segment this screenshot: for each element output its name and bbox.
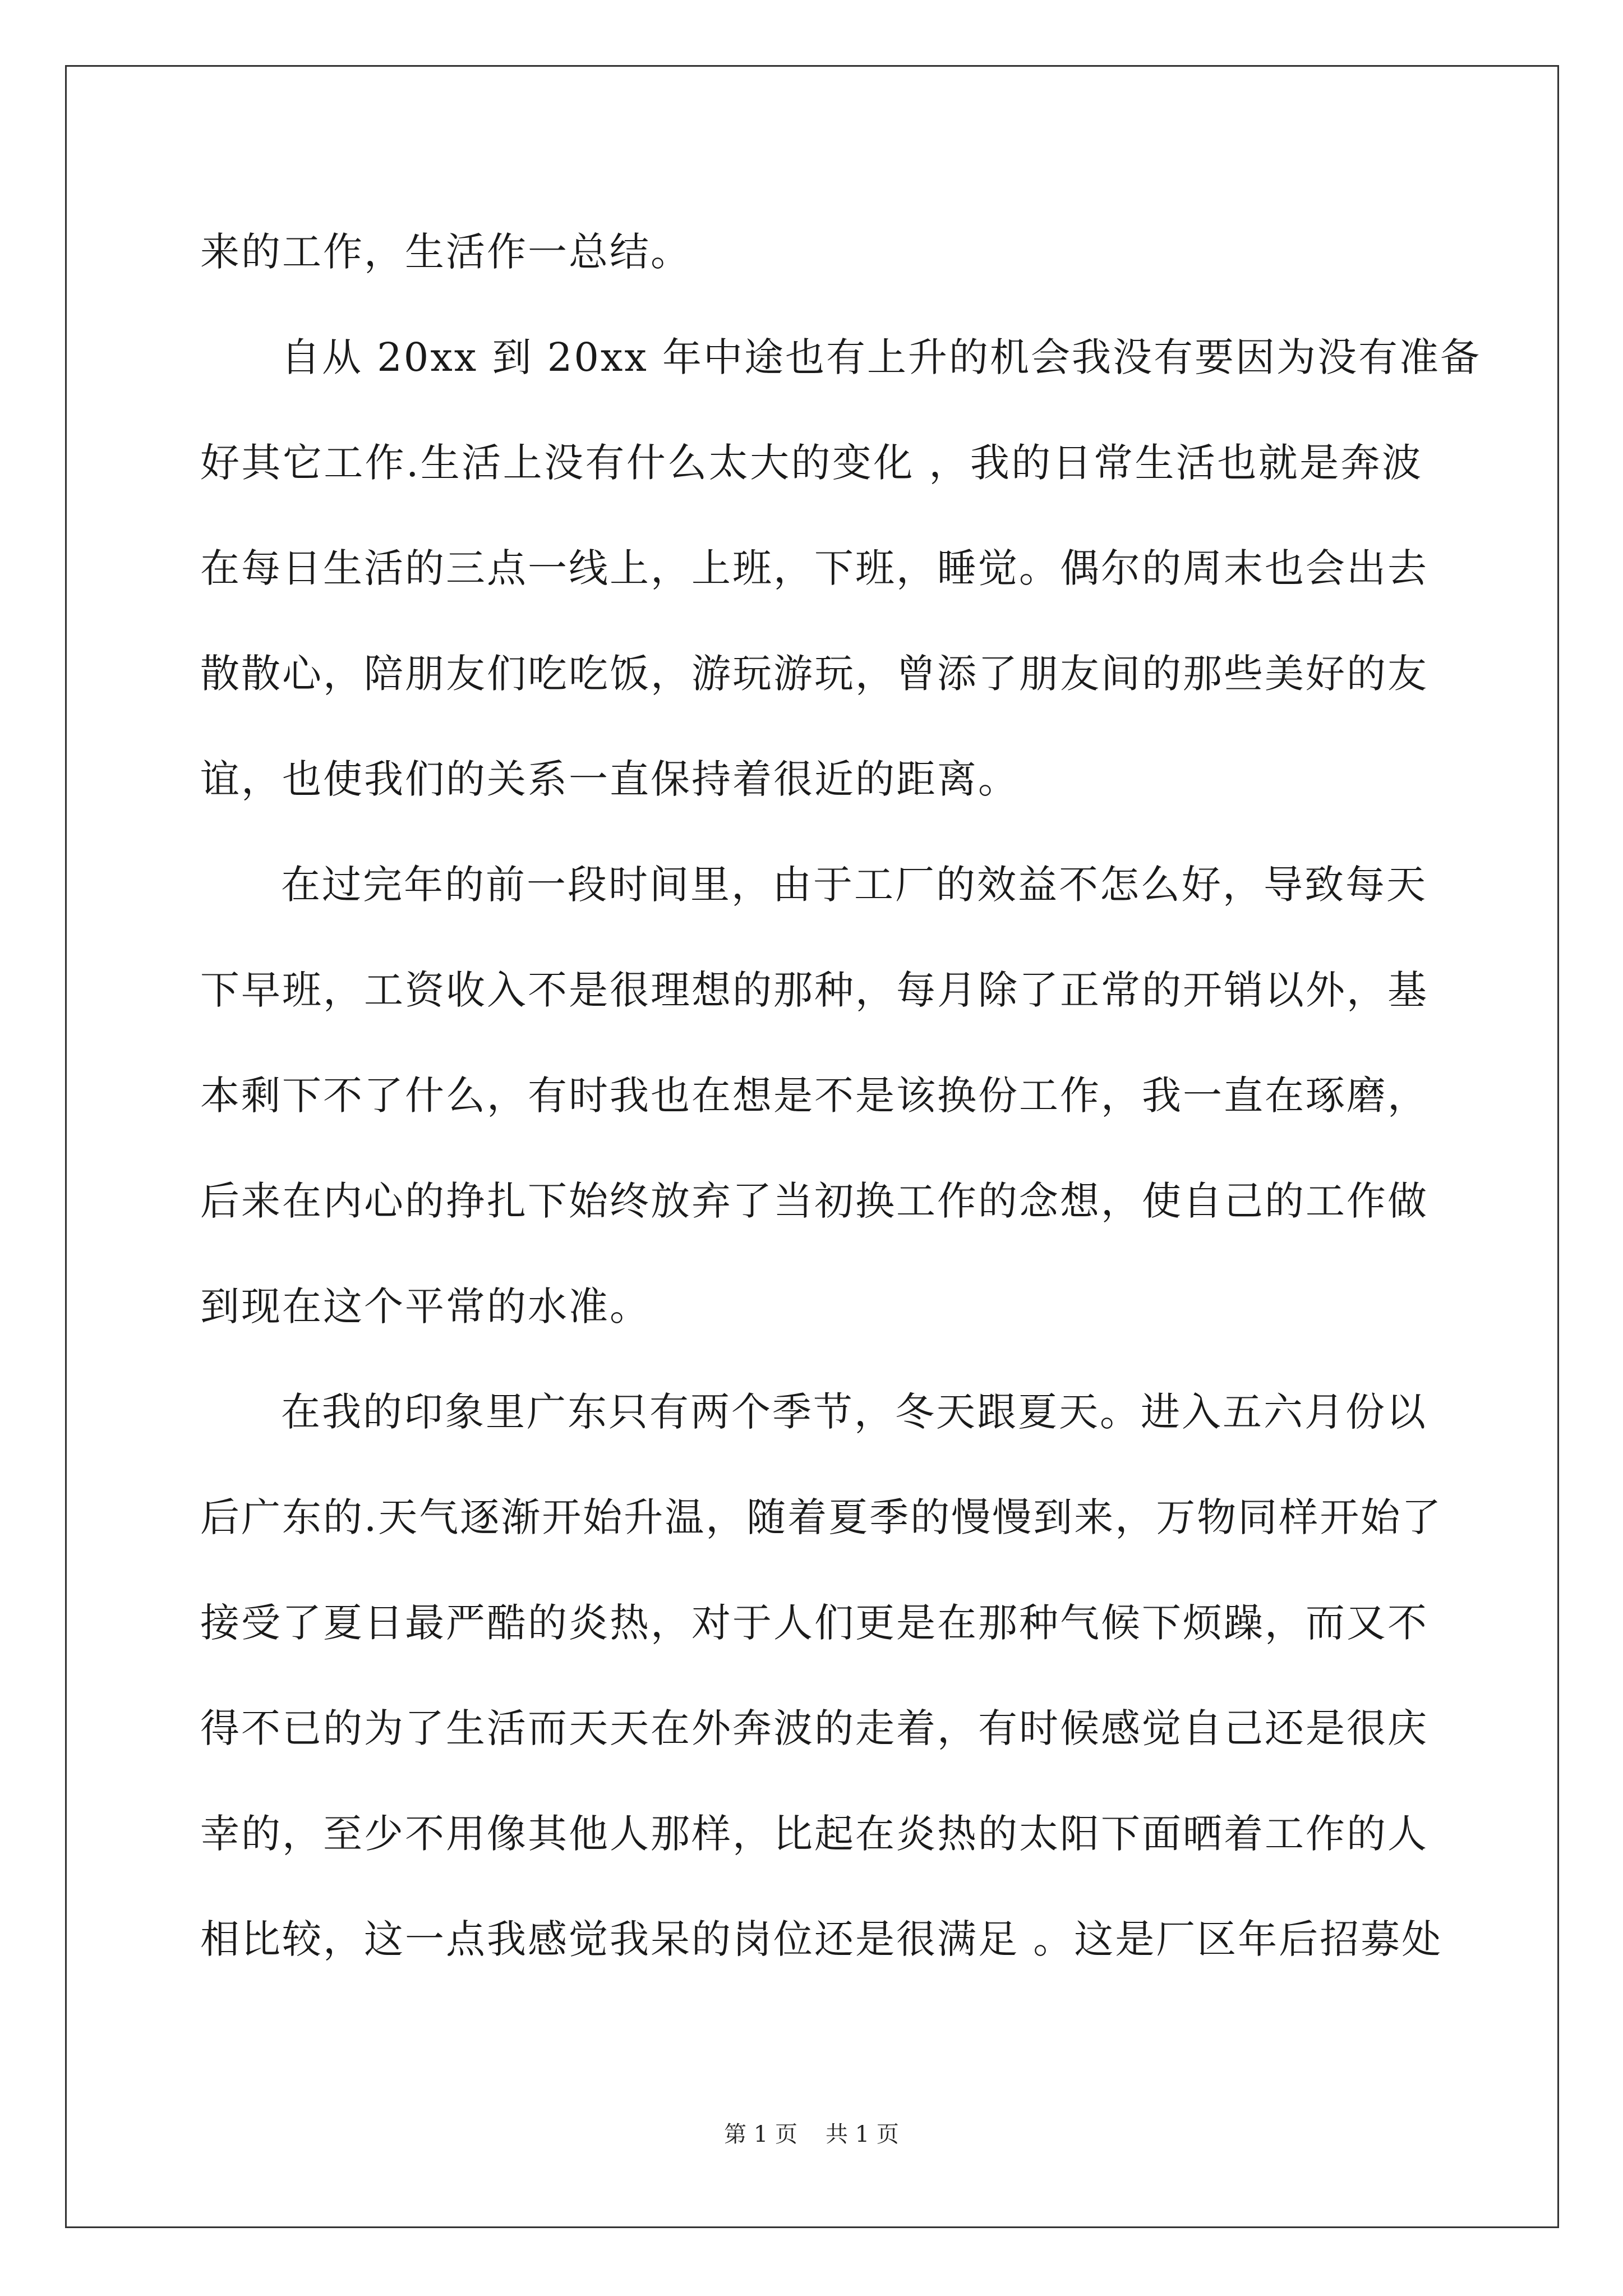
total-pages: 共 1 页 bbox=[826, 2122, 899, 2147]
text-line: 后广东的.天气逐渐开始升温，随着夏季的慢慢到来，万物同样开始了 bbox=[200, 1494, 1443, 1540]
page-footer bbox=[0, 2118, 1623, 2151]
text-line: 相比较，这一点我感觉我呆的岗位还是很满足 。这是厂区年后招募处 bbox=[200, 1916, 1443, 1962]
paragraph-first-line: 在过完年的前一段时间里，由于工厂的效益不怎么好，导致每天 bbox=[281, 862, 1427, 908]
text-line: 好其它工作.生活上没有什么太大的变化 ，我的日常生活也就是奔波 bbox=[200, 440, 1423, 486]
text-line: 后来在内心的挣扎下始终放弃了当初换工作的念想，使自己的工作做 bbox=[200, 1178, 1428, 1224]
text-line: 在每日生活的三点一线上，上班，下班，睡觉。偶尔的周末也会出去 bbox=[200, 545, 1428, 591]
paragraph-first-line: 自从 20xx 到 20xx 年中途也有上升的机会我没有要因为没有准备 bbox=[281, 334, 1482, 380]
paragraph-first-line: 在我的印象里广东只有两个季节，冬天跟夏天。进入五六月份以 bbox=[281, 1389, 1427, 1435]
text-line: 幸的，至少不用像其他人那样，比起在炎热的太阳下面晒着工作的人 bbox=[200, 1811, 1428, 1857]
page-number: 第 1 页 bbox=[724, 2122, 797, 2147]
document-body bbox=[200, 199, 1482, 1992]
text-line: 散散心，陪朋友们吃吃饭，游玩游玩，曾添了朋友间的那些美好的友 bbox=[200, 651, 1428, 697]
text-line: 得不已的为了生活而天天在外奔波的走着，有时候感觉自己还是很庆 bbox=[200, 1705, 1428, 1751]
text-line: 下早班，工资收入不是很理想的那种，每月除了正常的开销以外，基 bbox=[200, 967, 1428, 1013]
text-line: 接受了夏日最严酷的炎热，对于人们更是在那种气候下烦躁，而又不 bbox=[200, 1600, 1428, 1646]
text-line: 谊，也使我们的关系一直保持着很近的距离。 bbox=[200, 756, 1019, 802]
text-line: 来的工作，生活作一总结。 bbox=[200, 229, 691, 275]
text-line: 本剩下不了什么，有时我也在想是不是该换份工作，我一直在琢磨， bbox=[200, 1073, 1428, 1119]
text-line: 到现在这个平常的水准。 bbox=[200, 1283, 651, 1329]
